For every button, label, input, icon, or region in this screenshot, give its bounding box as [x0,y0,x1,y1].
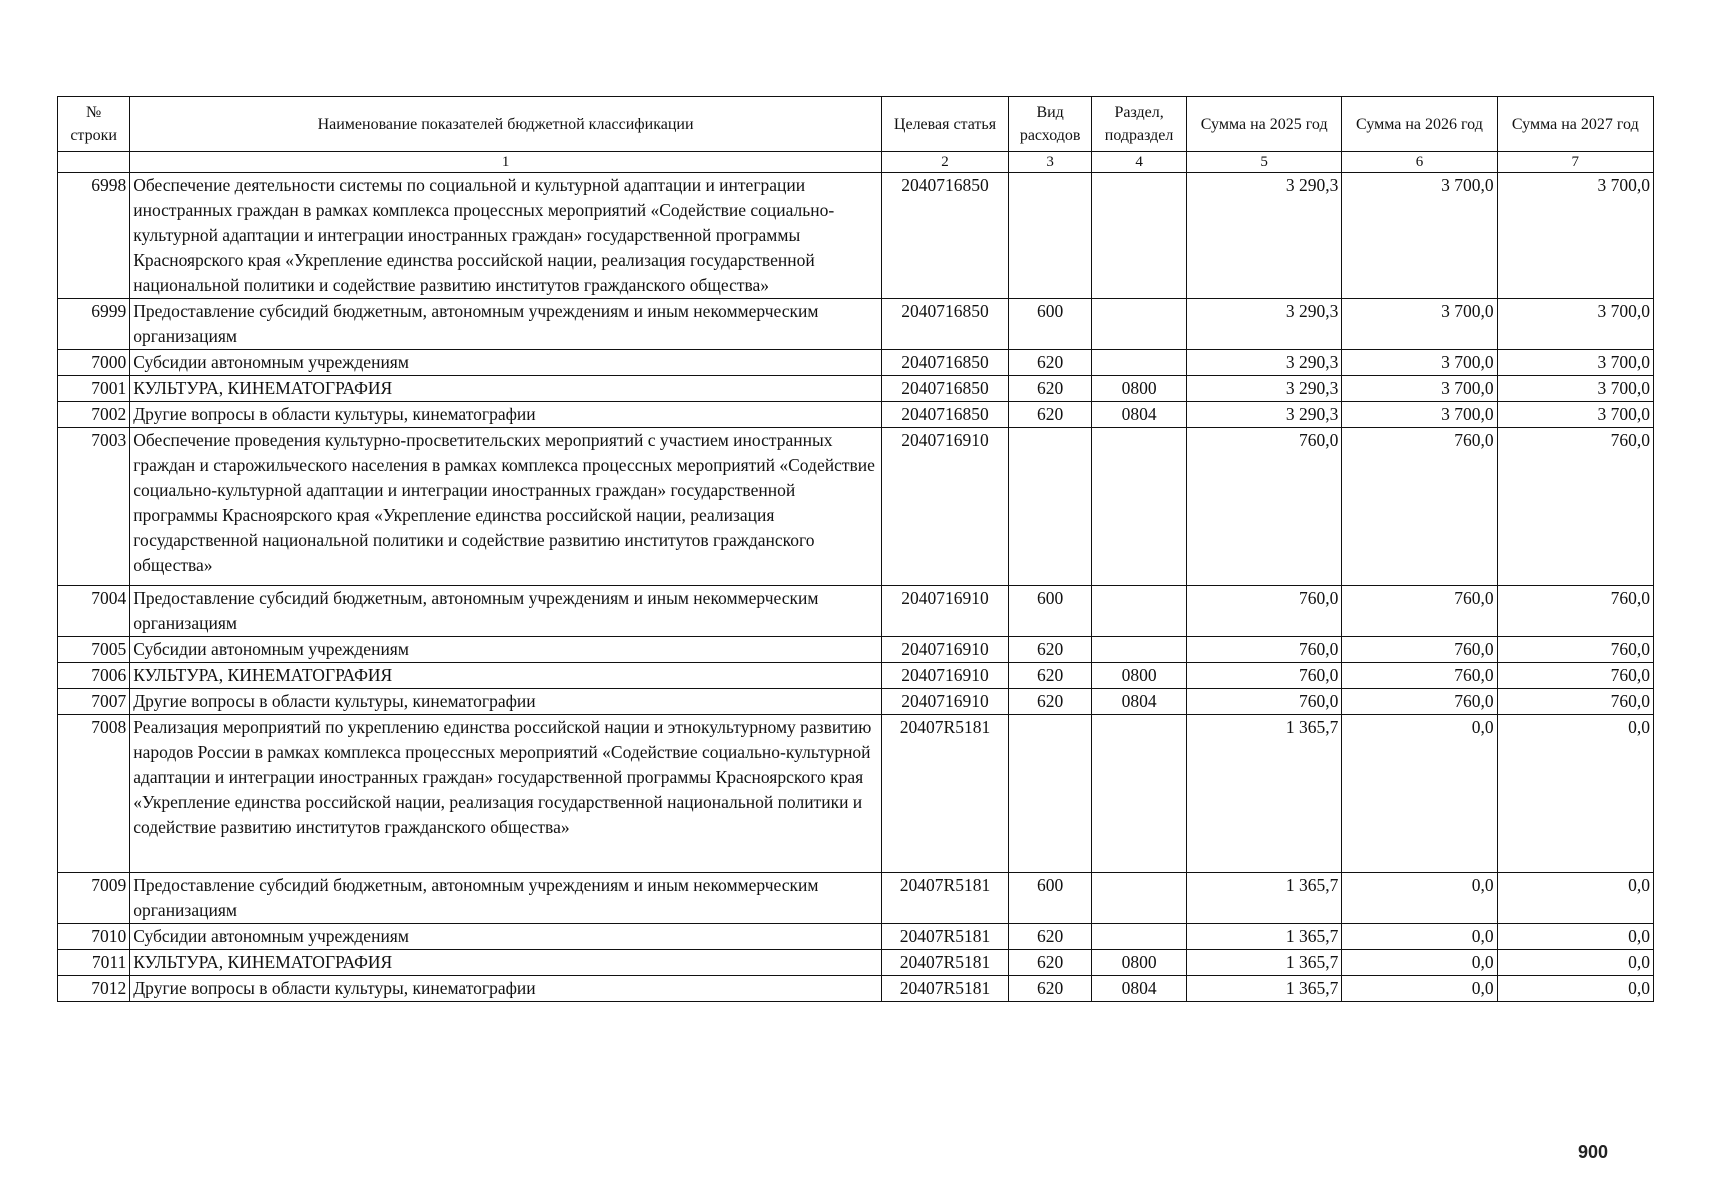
row-name: Обеспечение деятельности системы по социальной и культурной адаптации и интеграции иностранных граждан в рамках комплекса процессных мероприятий «Содействие социально-культурной адаптации и интеграции иностранных граждан» государственной программы Красноярского края «Укрепление единства российской нации, реализация государственной национальной политики и содействие развитию институтов гражданского общества» [130,173,882,299]
row-sum-2026: 3 700,0 [1342,299,1497,350]
row-section [1092,350,1187,376]
column-number: 4 [1092,152,1187,173]
row-sum-2027: 760,0 [1497,689,1653,715]
row-expense-type: 620 [1009,376,1092,402]
row-sum-2025: 1 365,7 [1187,715,1342,873]
page-number: 900 [1578,1142,1609,1162]
row-target-article: 20407R5181 [881,924,1008,950]
row-section [1092,299,1187,350]
row-name: Предоставление субсидий бюджетным, автономным учреждениям и иным некоммерческим организациям [130,299,882,350]
row-name: Предоставление субсидий бюджетным, автономным учреждениям и иным некоммерческим организациям [130,586,882,637]
row-sum-2027: 3 700,0 [1497,173,1653,299]
row-sum-2026: 3 700,0 [1342,376,1497,402]
table-row [58,637,1654,663]
row-number: 7007 [58,689,130,715]
row-number: 7001 [58,376,130,402]
row-section [1092,586,1187,637]
row-sum-2027: 760,0 [1497,586,1653,637]
header-name: Наименование показателей бюджетной классификации [130,97,882,152]
row-expense-type: 600 [1009,299,1092,350]
row-sum-2026: 0,0 [1342,924,1497,950]
row-name: Другие вопросы в области культуры, кинематографии [130,402,882,428]
row-expense-type: 620 [1009,976,1092,1002]
row-target-article: 2040716910 [881,428,1008,586]
row-name: Субсидии автономным учреждениям [130,350,882,376]
column-number [58,152,130,173]
row-sum-2027: 760,0 [1497,663,1653,689]
row-number: 7012 [58,976,130,1002]
column-number: 2 [881,152,1008,173]
row-number: 7000 [58,350,130,376]
row-number: 7009 [58,873,130,924]
row-sum-2026: 760,0 [1342,689,1497,715]
row-target-article: 20407R5181 [881,873,1008,924]
row-section [1092,173,1187,299]
row-name: Другие вопросы в области культуры, кинематографии [130,689,882,715]
row-section [1092,924,1187,950]
row-name: Обеспечение проведения культурно-просветительских мероприятий с участием иностранных граждан и старожильческого населения в рамках комплекса процессных мероприятий «Содействие социально-культурной адаптации и интеграции иностранных граждан» государственной программы Красноярского края «Укрепление единства российской нации, реализация государственной национальной политики и содействие развитию институтов гражданского общества» [130,428,882,586]
table-row [58,663,1654,689]
table-row [58,715,1654,873]
row-expense-type [1009,715,1092,873]
row-name: Другие вопросы в области культуры, кинематографии [130,976,882,1002]
row-target-article: 2040716850 [881,402,1008,428]
header-row [58,97,1654,152]
row-number: 7004 [58,586,130,637]
row-target-article: 2040716850 [881,299,1008,350]
row-target-article: 20407R5181 [881,976,1008,1002]
row-section [1092,715,1187,873]
header-expense-type: Вид расходов [1009,97,1092,152]
row-section [1092,637,1187,663]
row-name: Предоставление субсидий бюджетным, автономным учреждениям и иным некоммерческим организациям [130,873,882,924]
row-sum-2026: 3 700,0 [1342,173,1497,299]
row-target-article: 2040716850 [881,350,1008,376]
row-name: Субсидии автономным учреждениям [130,924,882,950]
column-number: 6 [1342,152,1497,173]
row-number: 7006 [58,663,130,689]
row-section: 0804 [1092,689,1187,715]
row-sum-2025: 3 290,3 [1187,299,1342,350]
row-expense-type: 620 [1009,689,1092,715]
column-number: 3 [1009,152,1092,173]
row-expense-type: 620 [1009,950,1092,976]
row-section: 0804 [1092,976,1187,1002]
row-expense-type: 600 [1009,873,1092,924]
row-number: 7011 [58,950,130,976]
row-sum-2026: 0,0 [1342,715,1497,873]
header-section: Раздел, подраздел [1092,97,1187,152]
row-target-article: 20407R5181 [881,715,1008,873]
row-sum-2025: 760,0 [1187,637,1342,663]
row-expense-type: 620 [1009,924,1092,950]
table-row [58,976,1654,1002]
row-target-article: 2040716850 [881,173,1008,299]
table-row [58,376,1654,402]
row-expense-type: 600 [1009,586,1092,637]
row-sum-2026: 760,0 [1342,637,1497,663]
row-number: 6999 [58,299,130,350]
row-target-article: 20407R5181 [881,950,1008,976]
row-target-article: 2040716910 [881,586,1008,637]
budget-table [57,96,1654,1002]
row-sum-2025: 760,0 [1187,663,1342,689]
row-sum-2025: 1 365,7 [1187,924,1342,950]
row-sum-2025: 3 290,3 [1187,402,1342,428]
column-number: 1 [130,152,882,173]
row-expense-type: 620 [1009,663,1092,689]
header-row-no: № строки [58,97,130,152]
row-sum-2025: 3 290,3 [1187,376,1342,402]
row-sum-2026: 3 700,0 [1342,402,1497,428]
row-sum-2027: 0,0 [1497,924,1653,950]
row-number: 7003 [58,428,130,586]
row-sum-2027: 3 700,0 [1497,299,1653,350]
row-sum-2025: 760,0 [1187,428,1342,586]
row-sum-2026: 760,0 [1342,428,1497,586]
table-row [58,873,1654,924]
row-expense-type: 620 [1009,350,1092,376]
table-body [58,173,1654,1002]
row-expense-type [1009,428,1092,586]
row-sum-2027: 3 700,0 [1497,402,1653,428]
table-row [58,950,1654,976]
column-number-row [58,152,1654,173]
row-number: 7005 [58,637,130,663]
row-sum-2027: 0,0 [1497,950,1653,976]
row-target-article: 2040716910 [881,689,1008,715]
row-sum-2027: 3 700,0 [1497,376,1653,402]
table-row [58,350,1654,376]
row-number: 6998 [58,173,130,299]
row-section: 0800 [1092,376,1187,402]
row-section: 0800 [1092,950,1187,976]
row-sum-2026: 0,0 [1342,976,1497,1002]
row-section: 0800 [1092,663,1187,689]
row-target-article: 2040716850 [881,376,1008,402]
row-number: 7008 [58,715,130,873]
row-sum-2025: 1 365,7 [1187,976,1342,1002]
row-sum-2027: 0,0 [1497,976,1653,1002]
row-sum-2025: 1 365,7 [1187,950,1342,976]
row-sum-2025: 760,0 [1187,586,1342,637]
table-row [58,173,1654,299]
row-target-article: 2040716910 [881,637,1008,663]
row-sum-2027: 3 700,0 [1497,350,1653,376]
column-number: 7 [1497,152,1653,173]
table-row [58,299,1654,350]
header-sum-2027: Сумма на 2027 год [1497,97,1653,152]
column-number: 5 [1187,152,1342,173]
row-sum-2027: 760,0 [1497,428,1653,586]
row-sum-2027: 0,0 [1497,715,1653,873]
row-expense-type [1009,173,1092,299]
row-sum-2025: 1 365,7 [1187,873,1342,924]
header-sum-2026: Сумма на 2026 год [1342,97,1497,152]
row-sum-2026: 0,0 [1342,950,1497,976]
header-sum-2025: Сумма на 2025 год [1187,97,1342,152]
row-sum-2026: 3 700,0 [1342,350,1497,376]
row-name: Субсидии автономным учреждениям [130,637,882,663]
row-target-article: 2040716910 [881,663,1008,689]
row-sum-2026: 0,0 [1342,873,1497,924]
row-number: 7002 [58,402,130,428]
row-expense-type: 620 [1009,402,1092,428]
row-sum-2027: 0,0 [1497,873,1653,924]
row-sum-2026: 760,0 [1342,586,1497,637]
row-section [1092,873,1187,924]
row-sum-2025: 760,0 [1187,689,1342,715]
table-row [58,586,1654,637]
row-sum-2025: 3 290,3 [1187,350,1342,376]
row-sum-2027: 760,0 [1497,637,1653,663]
table-row [58,402,1654,428]
row-name: КУЛЬТУРА, КИНЕМАТОГРАФИЯ [130,950,882,976]
table-row [58,689,1654,715]
row-section [1092,428,1187,586]
row-name: КУЛЬТУРА, КИНЕМАТОГРАФИЯ [130,376,882,402]
row-expense-type: 620 [1009,637,1092,663]
header-target-article: Целевая статья [881,97,1008,152]
row-section: 0804 [1092,402,1187,428]
row-sum-2026: 760,0 [1342,663,1497,689]
row-sum-2025: 3 290,3 [1187,173,1342,299]
row-number: 7010 [58,924,130,950]
table-row [58,924,1654,950]
row-name: КУЛЬТУРА, КИНЕМАТОГРАФИЯ [130,663,882,689]
row-name: Реализация мероприятий по укреплению единства российской нации и этнокультурному развитию народов России в рамках комплекса процессных мероприятий «Содействие социально-культурной адаптации и интеграции иностранных граждан» государственной программы Красноярского края «Укрепление единства российской нации, реализация государственной национальной политики и содействие развитию институтов гражданского общества» [130,715,882,873]
table-row [58,428,1654,586]
